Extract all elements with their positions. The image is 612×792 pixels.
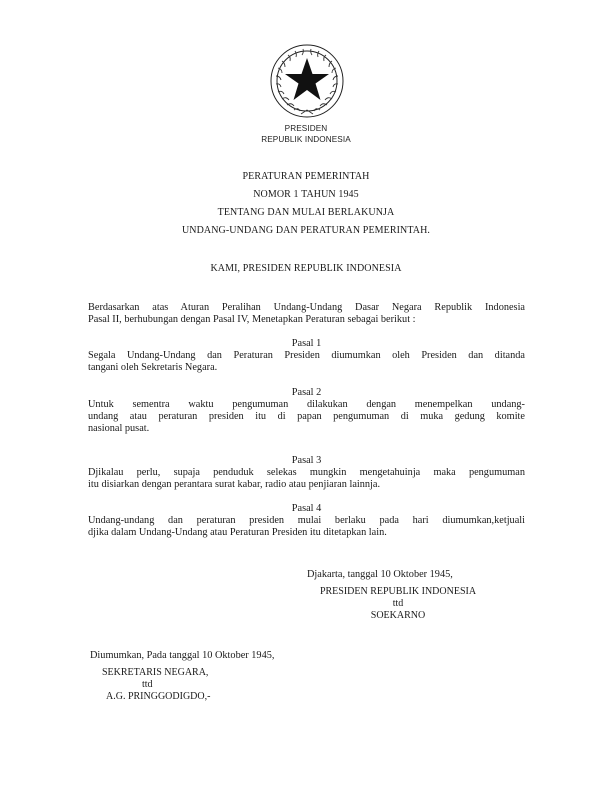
doc-title-line3: TENTANG DAN MULAI BERLAKUNJA	[217, 207, 395, 218]
text-line: Untuk sementra waktu pengumuman dilakukan dengan menempelkan undang-	[88, 399, 525, 410]
article-3-body	[88, 467, 525, 491]
signature-ttd: ttd	[392, 598, 404, 609]
text-line: djika dalam Undang-Undang atau Peraturan Presiden itu ditetapkan lain.	[88, 527, 387, 539]
text-line: nasional pusat.	[88, 423, 150, 435]
promulgation-office: SEKRETARIS NEGARA,	[102, 667, 209, 678]
promulgation-date: Diumumkan, Pada tanggal 10 Oktober 1945,	[90, 650, 275, 661]
promulgation-ttd: ttd	[142, 679, 153, 690]
article-2-body	[88, 399, 525, 436]
article-3-heading: Pasal 3	[291, 455, 322, 466]
article-2-heading: Pasal 2	[291, 387, 322, 398]
signature-office: PRESIDEN REPUBLIK INDONESIA	[319, 586, 477, 597]
text-line: Berdasarkan atas Aturan Peralihan Undang-Undang Dasar Negara Republik Indonesia	[88, 302, 525, 313]
doc-title-line1: PERATURAN PEMERINTAH	[242, 171, 370, 182]
article-1-heading: Pasal 1	[291, 338, 322, 349]
article-4-body	[88, 515, 525, 539]
text-line: Segala Undang-Undang dan Peraturan Presiden diumumkan oleh Presiden dan ditanda	[88, 350, 525, 361]
presidential-emblem-icon	[268, 42, 346, 120]
doc-title-line2: NOMOR 1 TAHUN 1945	[253, 189, 359, 200]
signature-place-date: Djakarta, tanggal 10 Oktober 1945,	[307, 569, 453, 580]
signature-name: SOEKARNO	[370, 610, 426, 621]
signature-block	[300, 586, 496, 622]
header-republic: REPUBLIK INDONESIA	[261, 135, 351, 144]
text-line: Djikalau perlu, supaja penduduk selekas mungkin mengetahuinja maka pengumuman	[88, 467, 525, 478]
text-line: undang atau peraturan presiden itu di papan pengumuman di muka gedung komite	[88, 411, 525, 423]
text-line: Pasal II, berhubungan dengan Pasal IV, Menetapkan Peraturan sebagai berikut :	[88, 314, 416, 326]
intro-paragraph	[88, 302, 525, 326]
article-4-heading: Pasal 4	[291, 503, 322, 514]
doc-title-line4: UNDANG-UNDANG DAN PERATURAN PEMERINTAH.	[181, 225, 431, 236]
text-line: tangani oleh Sekretaris Negara.	[88, 362, 218, 374]
article-1-body	[88, 350, 525, 374]
preamble: KAMI, PRESIDEN REPUBLIK INDONESIA	[210, 263, 402, 274]
text-line: itu disiarkan dengan perantara surat kabar, radio atau penjiaran lainnja.	[88, 479, 381, 491]
promulgation-name: A.G. PRINGGODIGDO,-	[106, 691, 211, 702]
header-president: PRESIDEN	[284, 124, 328, 133]
text-line: Undang-undang dan peraturan presiden mulai berlaku pada hari diumumkan,ketjuali	[88, 515, 525, 526]
